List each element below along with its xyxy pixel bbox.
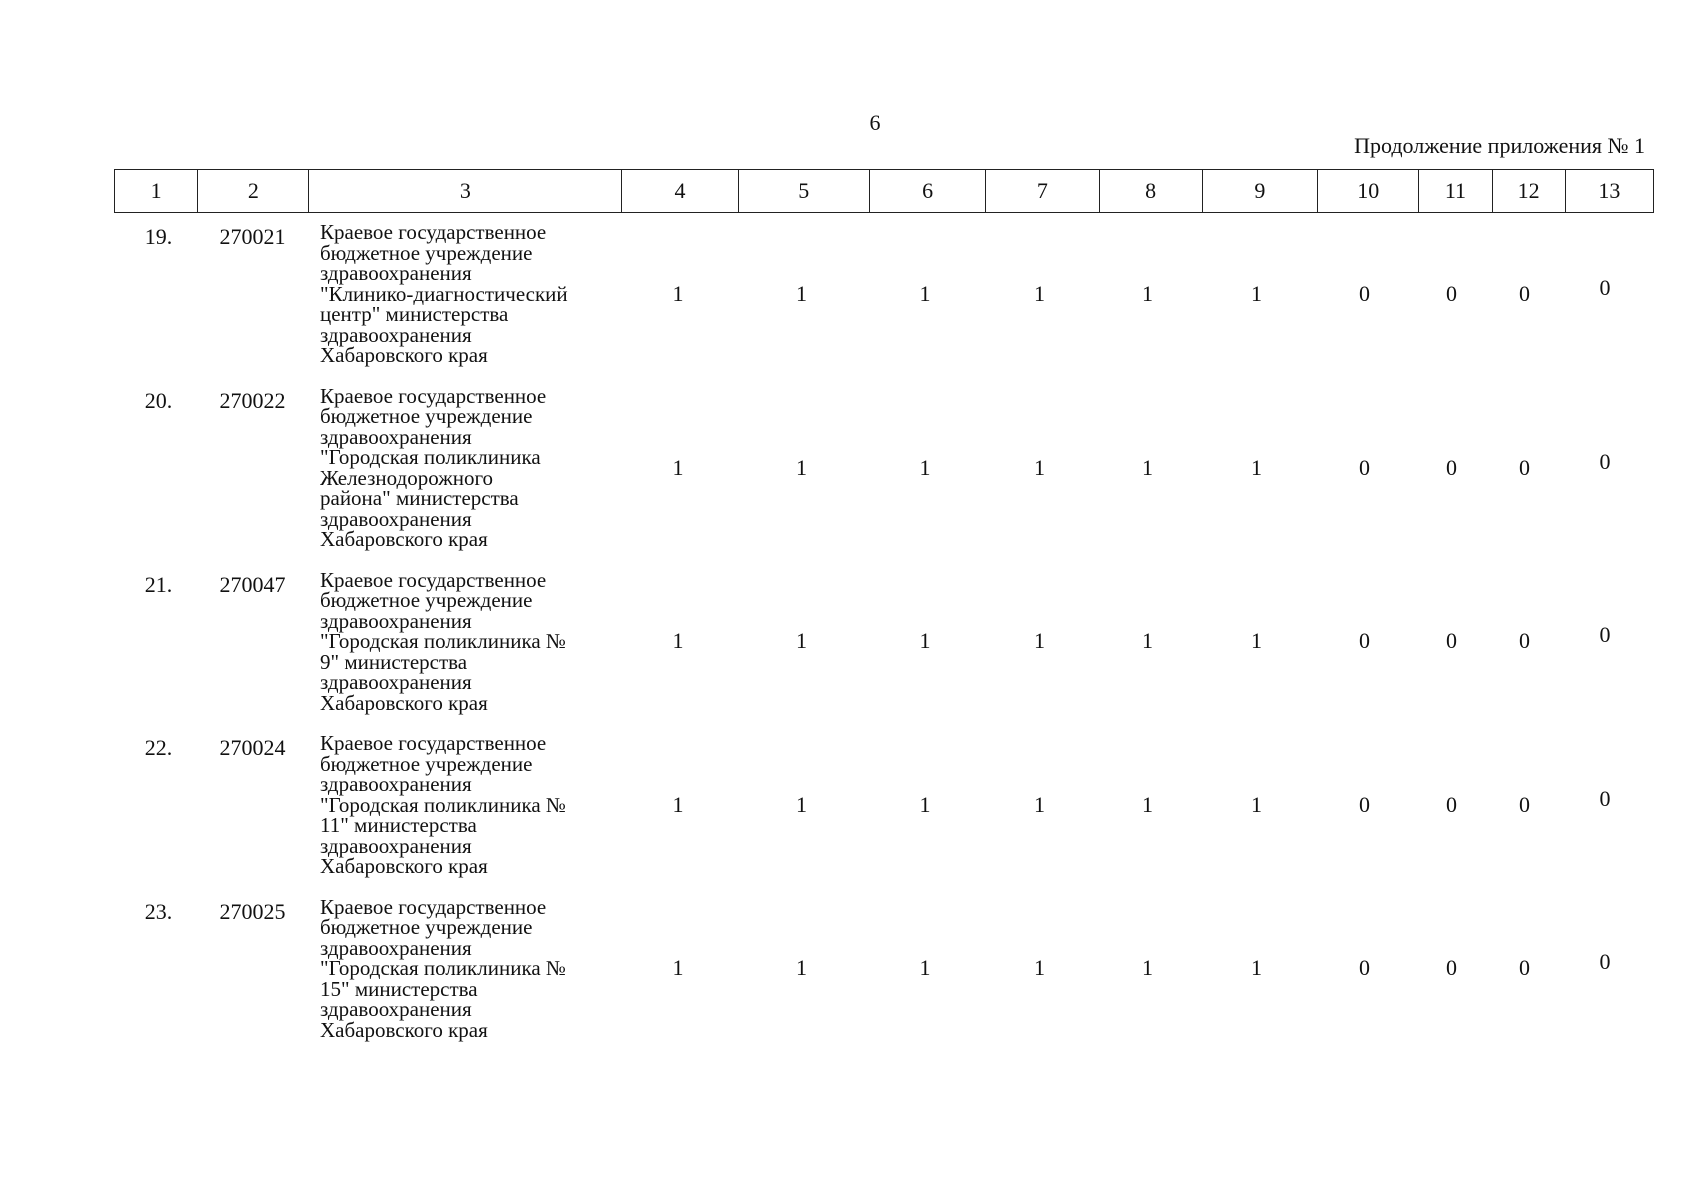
value-cell: 0 <box>1519 280 1530 306</box>
value-cell: 1 <box>672 791 684 817</box>
value-cell: 1 <box>796 454 807 480</box>
table-row <box>114 733 1654 877</box>
value-cell: 0 <box>1446 454 1457 480</box>
column-header: 2 <box>198 170 309 213</box>
value-cell: 1 <box>919 628 931 654</box>
value-cell: 1 <box>919 280 931 306</box>
column-header: 3 <box>309 170 622 213</box>
value-cell: 1 <box>1251 955 1262 981</box>
value-cell: 0 <box>1599 448 1611 474</box>
value-cell: 1 <box>919 454 931 480</box>
column-header: 5 <box>738 170 869 213</box>
value-cell: 1 <box>919 791 931 817</box>
value-cell: 1 <box>1034 454 1045 480</box>
value-cell: 0 <box>1519 955 1530 981</box>
row-code: 270022 <box>219 387 286 413</box>
table-row <box>114 894 1654 1042</box>
table-row <box>114 383 1654 551</box>
value-cell: 1 <box>919 955 931 981</box>
value-cell: 1 <box>1251 791 1262 817</box>
column-header: 1 <box>115 170 198 213</box>
value-cell: 1 <box>672 454 684 480</box>
value-cell: 1 <box>1142 955 1153 981</box>
table-row <box>114 567 1654 715</box>
value-cell: 0 <box>1359 628 1370 654</box>
value-cell: 1 <box>796 628 807 654</box>
value-cell: 1 <box>796 791 807 817</box>
value-cell: 1 <box>1251 454 1262 480</box>
column-header-table <box>114 169 1654 213</box>
value-cell: 1 <box>1034 628 1045 654</box>
value-cell: 0 <box>1446 955 1457 981</box>
column-header: 6 <box>869 170 985 213</box>
row-number: 19. <box>144 224 173 249</box>
continuation-label: Продолжение приложения № 1 <box>1354 133 1645 158</box>
value-cell: 0 <box>1519 628 1530 654</box>
value-cell: 1 <box>1142 628 1153 654</box>
value-cell: 0 <box>1519 791 1530 817</box>
column-header: 12 <box>1492 170 1565 213</box>
institution-name: Краевое государственное бюджетное учреждение здравоохранения "Городская поликлиника № 9" министерства здравоохранения Хабаровского края <box>320 567 566 715</box>
value-cell: 0 <box>1359 454 1370 480</box>
value-cell: 1 <box>1142 791 1153 817</box>
column-header: 11 <box>1419 170 1492 213</box>
value-cell: 1 <box>1034 955 1045 981</box>
value-cell: 0 <box>1359 955 1370 981</box>
value-cell: 0 <box>1599 949 1611 975</box>
row-number: 21. <box>144 571 173 597</box>
column-header: 10 <box>1318 170 1419 213</box>
value-cell: 0 <box>1599 785 1611 811</box>
value-cell: 0 <box>1446 628 1457 654</box>
value-cell: 1 <box>1034 280 1045 306</box>
institution-name: Краевое государственное бюджетное учреждение здравоохранения "Клинико-диагностический центр" министерства здравоохранения Хабаровского края <box>320 220 568 367</box>
row-number: 22. <box>144 735 173 760</box>
institution-name: Краевое государственное бюджетное учреждение здравоохранения "Городская поликлиника № 15" министерства здравоохранения Хабаровского края <box>320 894 566 1042</box>
column-header-row <box>115 170 1654 213</box>
value-cell: 0 <box>1359 280 1370 306</box>
value-cell: 0 <box>1359 791 1370 817</box>
value-cell: 0 <box>1519 454 1530 480</box>
value-cell: 1 <box>672 280 684 306</box>
row-number: 23. <box>144 898 173 924</box>
value-cell: 0 <box>1599 274 1611 300</box>
row-number: 20. <box>144 387 173 413</box>
value-cell: 1 <box>672 628 684 654</box>
value-cell: 1 <box>796 280 807 306</box>
value-cell: 1 <box>796 955 807 981</box>
column-header: 9 <box>1202 170 1317 213</box>
table-row <box>114 222 1654 366</box>
value-cell: 1 <box>1142 280 1153 306</box>
page-number: 6 <box>869 110 881 135</box>
value-cell: 0 <box>1446 791 1457 817</box>
column-header: 8 <box>1099 170 1202 213</box>
value-cell: 1 <box>1142 454 1153 480</box>
row-code: 270025 <box>219 898 286 924</box>
column-header: 7 <box>986 170 1099 213</box>
column-header: 13 <box>1565 170 1653 213</box>
value-cell: 1 <box>1251 280 1262 306</box>
value-cell: 1 <box>1251 628 1262 654</box>
row-code: 270047 <box>219 571 286 597</box>
value-cell: 0 <box>1446 280 1457 306</box>
column-header: 4 <box>622 170 738 213</box>
value-cell: 1 <box>672 955 684 981</box>
institution-name: Краевое государственное бюджетное учреждение здравоохранения "Городская поликлиника № 11" министерства здравоохранения Хабаровского края <box>320 731 566 878</box>
table-body <box>114 222 1654 1060</box>
value-cell: 1 <box>1034 791 1045 817</box>
institution-name: Краевое государственное бюджетное учреждение здравоохранения "Городская поликлиника Железнодорожного района" министерства здравоохранения Хабаровского края <box>320 383 547 551</box>
row-code: 270024 <box>219 735 286 760</box>
value-cell: 0 <box>1599 622 1611 648</box>
row-code: 270021 <box>219 224 286 249</box>
